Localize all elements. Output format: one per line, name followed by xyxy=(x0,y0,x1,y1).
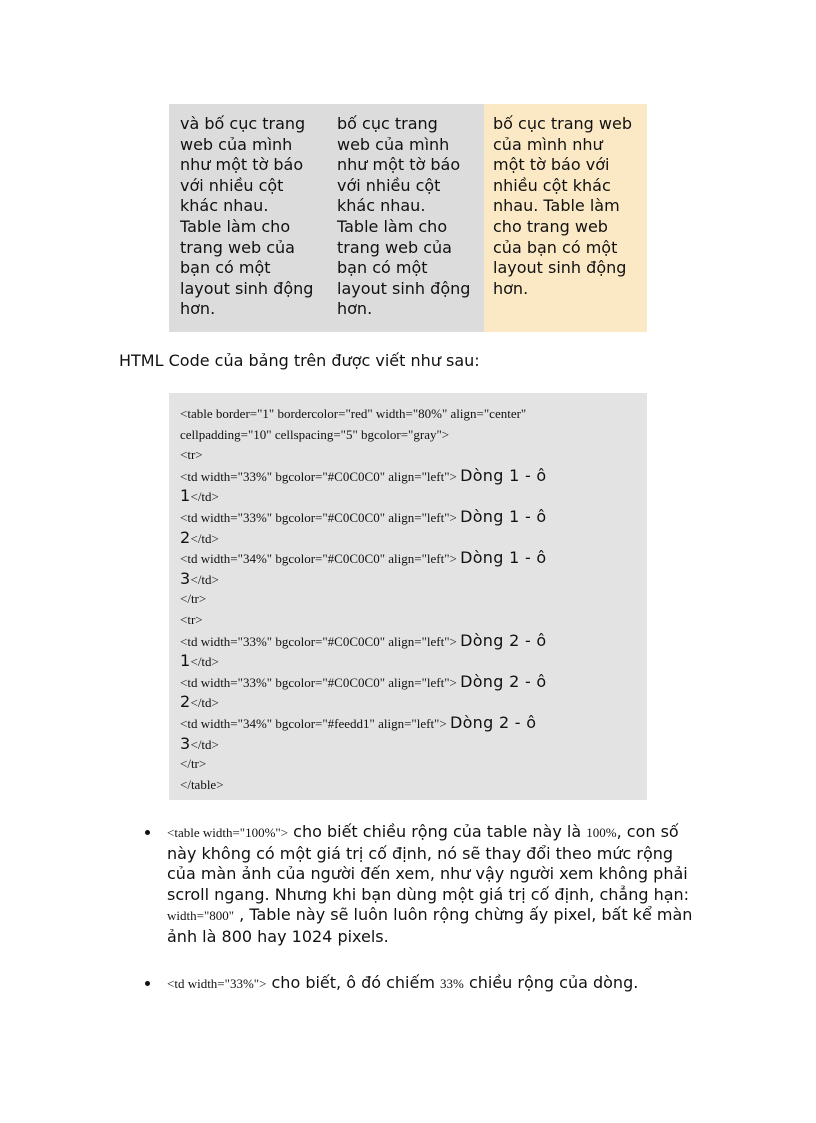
code-line: 1</td> xyxy=(180,651,219,671)
code-line: <td width="34%" bgcolor="#C0C0C0" align="left"> Dòng 1 - ô xyxy=(180,548,547,568)
code-line: </table> xyxy=(180,776,224,792)
bullet-icon xyxy=(145,981,150,986)
code-line: 2</td> xyxy=(180,692,219,712)
code-value: 33% xyxy=(440,975,464,991)
code-line: <td width="33%" bgcolor="#C0C0C0" align="left"> Dòng 1 - ô xyxy=(180,506,547,526)
bullet-icon xyxy=(145,830,150,835)
code-line: </tr> xyxy=(180,591,207,607)
code-line: <td width="33%" bgcolor="#C0C0C0" align="left"> Dòng 1 - ô xyxy=(180,465,547,485)
list-item-cell-width: <td width="33%"> cho biết, ô đó chiếm 33% chiều rộng của dòng. xyxy=(145,973,705,995)
code-line: <tr> xyxy=(180,447,203,463)
sample-table xyxy=(169,104,647,332)
code-snippet: <td width="33%"> xyxy=(167,975,267,991)
code-intro-text: HTML Code của bảng trên được viết như sau: xyxy=(119,351,480,370)
sample-table-cell-2: bố cục trang web của mình như một tờ báo với nhiều cột khác nhau. Table làm cho trang web của bạn có một layout sinh động hơn. xyxy=(337,114,471,319)
code-line: 1</td> xyxy=(180,486,219,506)
html-code-block xyxy=(169,393,647,800)
code-line: 3</td> xyxy=(180,568,219,588)
code-line: <td width="34%" bgcolor="#feedd1" align="left"> Dòng 2 - ô xyxy=(180,712,537,732)
code-line: <td width="33%" bgcolor="#C0C0C0" align="left"> Dòng 2 - ô xyxy=(180,630,547,650)
code-line: </tr> xyxy=(180,756,207,772)
code-line: cellpadding="10" cellspacing="5" bgcolor="gray"> xyxy=(180,426,450,442)
code-line: <td width="33%" bgcolor="#C0C0C0" align="left"> Dòng 2 - ô xyxy=(180,671,547,691)
code-line: 2</td> xyxy=(180,527,219,547)
code-value: 100% xyxy=(586,825,617,840)
code-line: <table border="1" bordercolor="red" width="80%" align="center" xyxy=(180,406,527,421)
code-line: 3</td> xyxy=(180,733,219,753)
code-line: <tr> xyxy=(180,611,203,627)
code-snippet: <table width="100%"> xyxy=(167,825,289,840)
list-item-table-width: <table width="100%"> cho biết chiều rộng của table này là 100%, con số này không có một giá trị cố định, nó sẽ thay đổi theo mức rộng của màn ảnh của người đến xem, như vậy người xem không phải scroll ngang. Nhưng khi bạn dùng một giá trị cố định, chẳng hạn: width="800" , Table này sẽ luôn luôn rộng chừng ấy pixel, bất kể màn ảnh là 800 hay 1024 pixels. xyxy=(145,822,705,948)
explanation-list xyxy=(145,822,705,994)
sample-table-cell-3: bố cục trang web của mình như một tờ báo với nhiều cột khác nhau. Table làm cho trang web của bạn có một layout sinh động hơn. xyxy=(484,104,647,332)
sample-table-cell-1: và bố cục trang web của mình như một tờ báo với nhiều cột khác nhau. Table làm cho trang web của bạn có một layout sinh động hơn. xyxy=(180,114,314,319)
code-value: width="800" xyxy=(167,908,235,924)
